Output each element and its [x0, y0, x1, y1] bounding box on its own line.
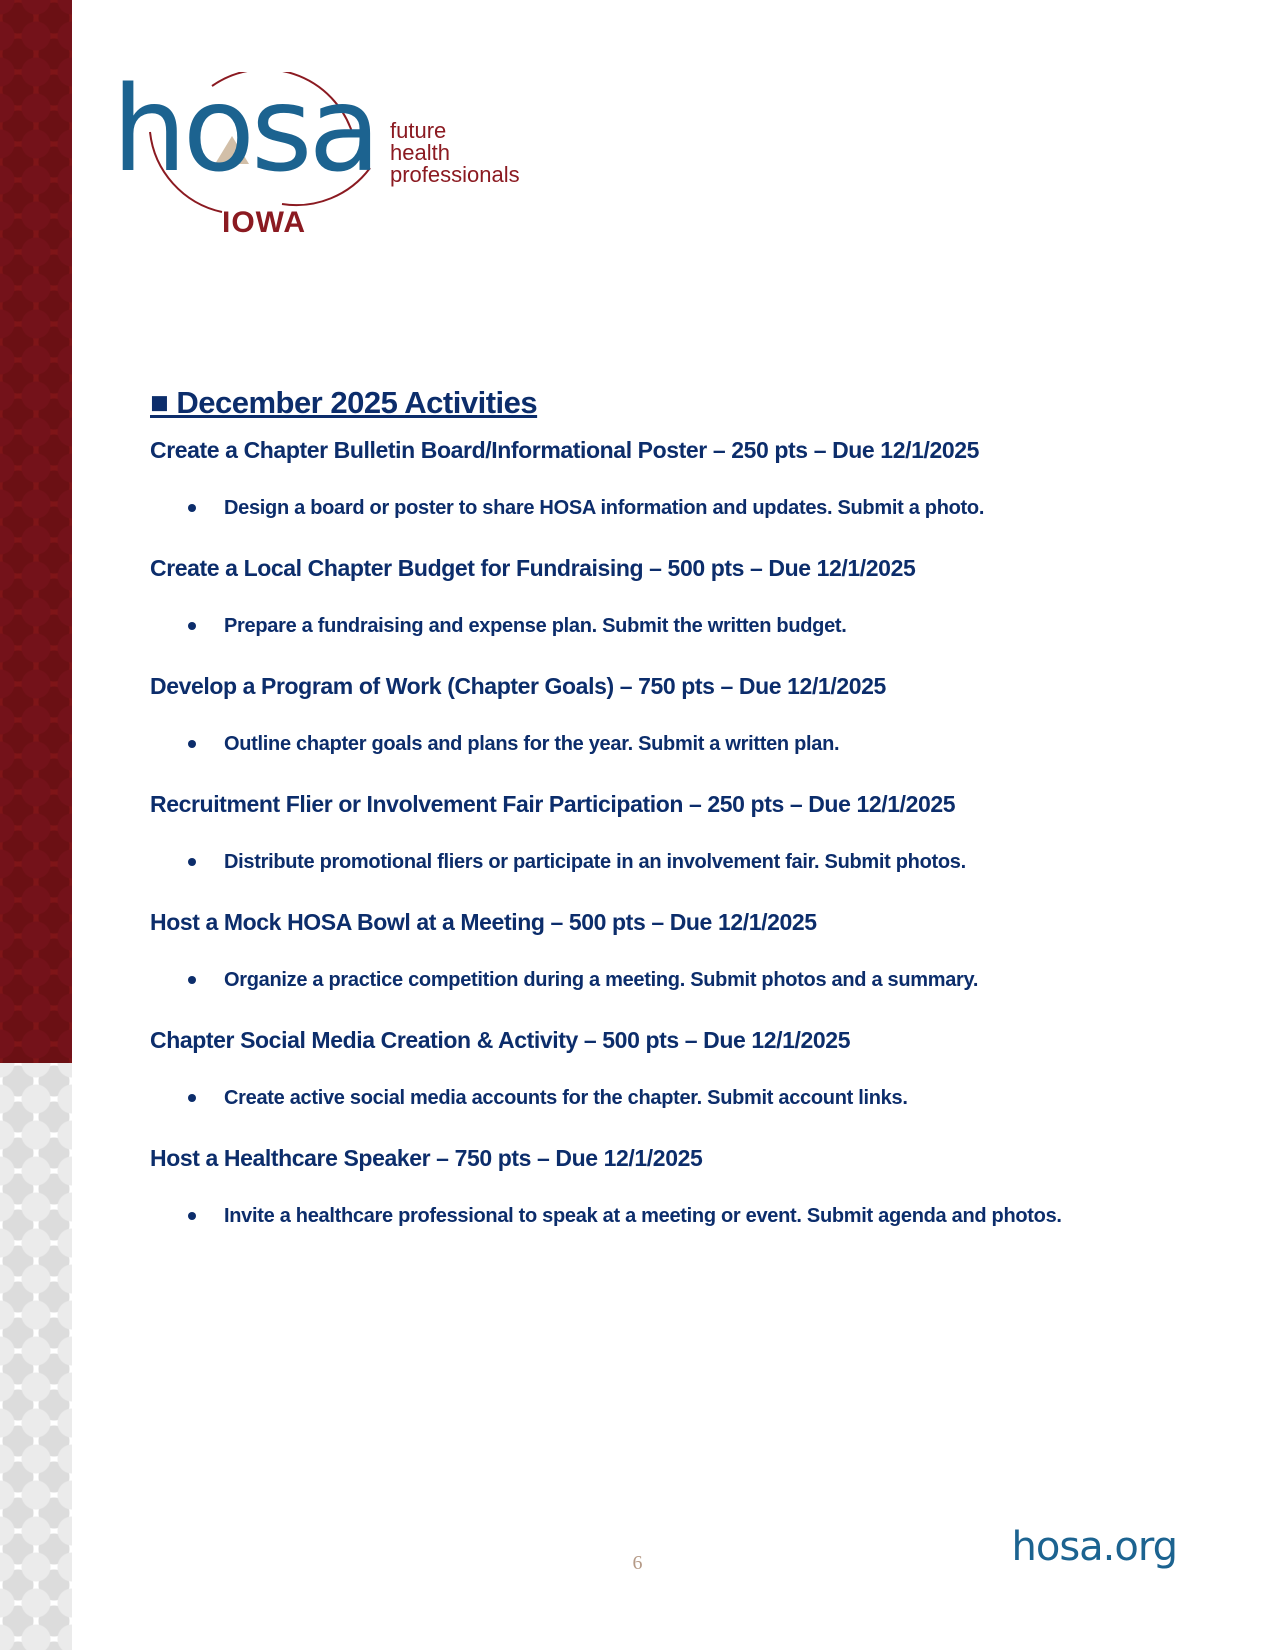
decorative-side-band [0, 0, 72, 1650]
activity-detail-bullet [188, 967, 1150, 993]
activity-detail-text: Outline chapter goals and plans for the year. Submit a written plan. [224, 733, 840, 755]
logo-wordmark: hosa [112, 60, 377, 198]
activity-detail-text: Organize a practice competition during a meeting. Submit photos and a summary. [224, 969, 979, 991]
bullet-icon [188, 622, 196, 630]
activity-detail-text: Prepare a fundraising and expense plan. Submit the written budget. [224, 615, 847, 637]
bullet-icon [188, 504, 196, 512]
footer-site-url[interactable]: hosa.org [1011, 1524, 1177, 1570]
activity-detail-bullet [188, 849, 1150, 875]
activity-title: Recruitment Flier or Involvement Fair Participation – 250 pts – Due 12/1/2025 [150, 791, 956, 817]
activity-item [150, 671, 1150, 757]
bullet-icon [188, 976, 196, 984]
activity-title: Host a Mock HOSA Bowl at a Meeting – 500 pts – Due 12/1/2025 [150, 909, 817, 935]
activity-item [150, 553, 1150, 639]
activity-detail-text: Create active social media accounts for the chapter. Submit account links. [224, 1087, 908, 1109]
section-heading: ■ December 2025 Activities [150, 385, 538, 420]
activity-title: Create a Local Chapter Budget for Fundraising – 500 pts – Due 12/1/2025 [150, 555, 916, 581]
activity-detail-bullet [188, 731, 1150, 757]
activity-detail-bullet [188, 1203, 1150, 1229]
bullet-icon [188, 1094, 196, 1102]
activity-title: Chapter Social Media Creation & Activity – 500 pts – Due 12/1/2025 [150, 1027, 851, 1053]
activity-detail-bullet [188, 1085, 1150, 1111]
activity-item [150, 1143, 1150, 1229]
page-number: 6 [632, 1552, 643, 1574]
activity-title: Create a Chapter Bulletin Board/Informational Poster – 250 pts – Due 12/1/2025 [150, 437, 980, 463]
logo-tagline: future health professionals [390, 118, 520, 187]
activity-detail-text: Design a board or poster to share HOSA information and updates. Submit a photo. [224, 497, 985, 519]
activity-title: Host a Healthcare Speaker – 750 pts – Due 12/1/2025 [150, 1145, 703, 1171]
hosa-iowa-logo [112, 60, 532, 252]
activity-detail-text: Distribute promotional fliers or participate in an involvement fair. Submit photos. [224, 851, 966, 873]
activity-detail-bullet [188, 613, 1150, 639]
activity-title: Develop a Program of Work (Chapter Goals) – 750 pts – Due 12/1/2025 [150, 673, 886, 699]
activity-detail-bullet [188, 495, 1150, 521]
activity-detail-text: Invite a healthcare professional to speak at a meeting or event. Submit agenda and photos. [224, 1205, 1062, 1227]
bullet-icon [188, 740, 196, 748]
activity-item [150, 435, 1150, 521]
logo-state-label: IOWA [222, 206, 306, 239]
bullet-icon [188, 858, 196, 866]
activity-item [150, 789, 1150, 875]
activity-item [150, 907, 1150, 993]
bullet-icon [188, 1212, 196, 1220]
side-band-red-pattern-offset [0, 0, 72, 1063]
activities-section [150, 385, 1150, 1261]
activity-item [150, 1025, 1150, 1111]
